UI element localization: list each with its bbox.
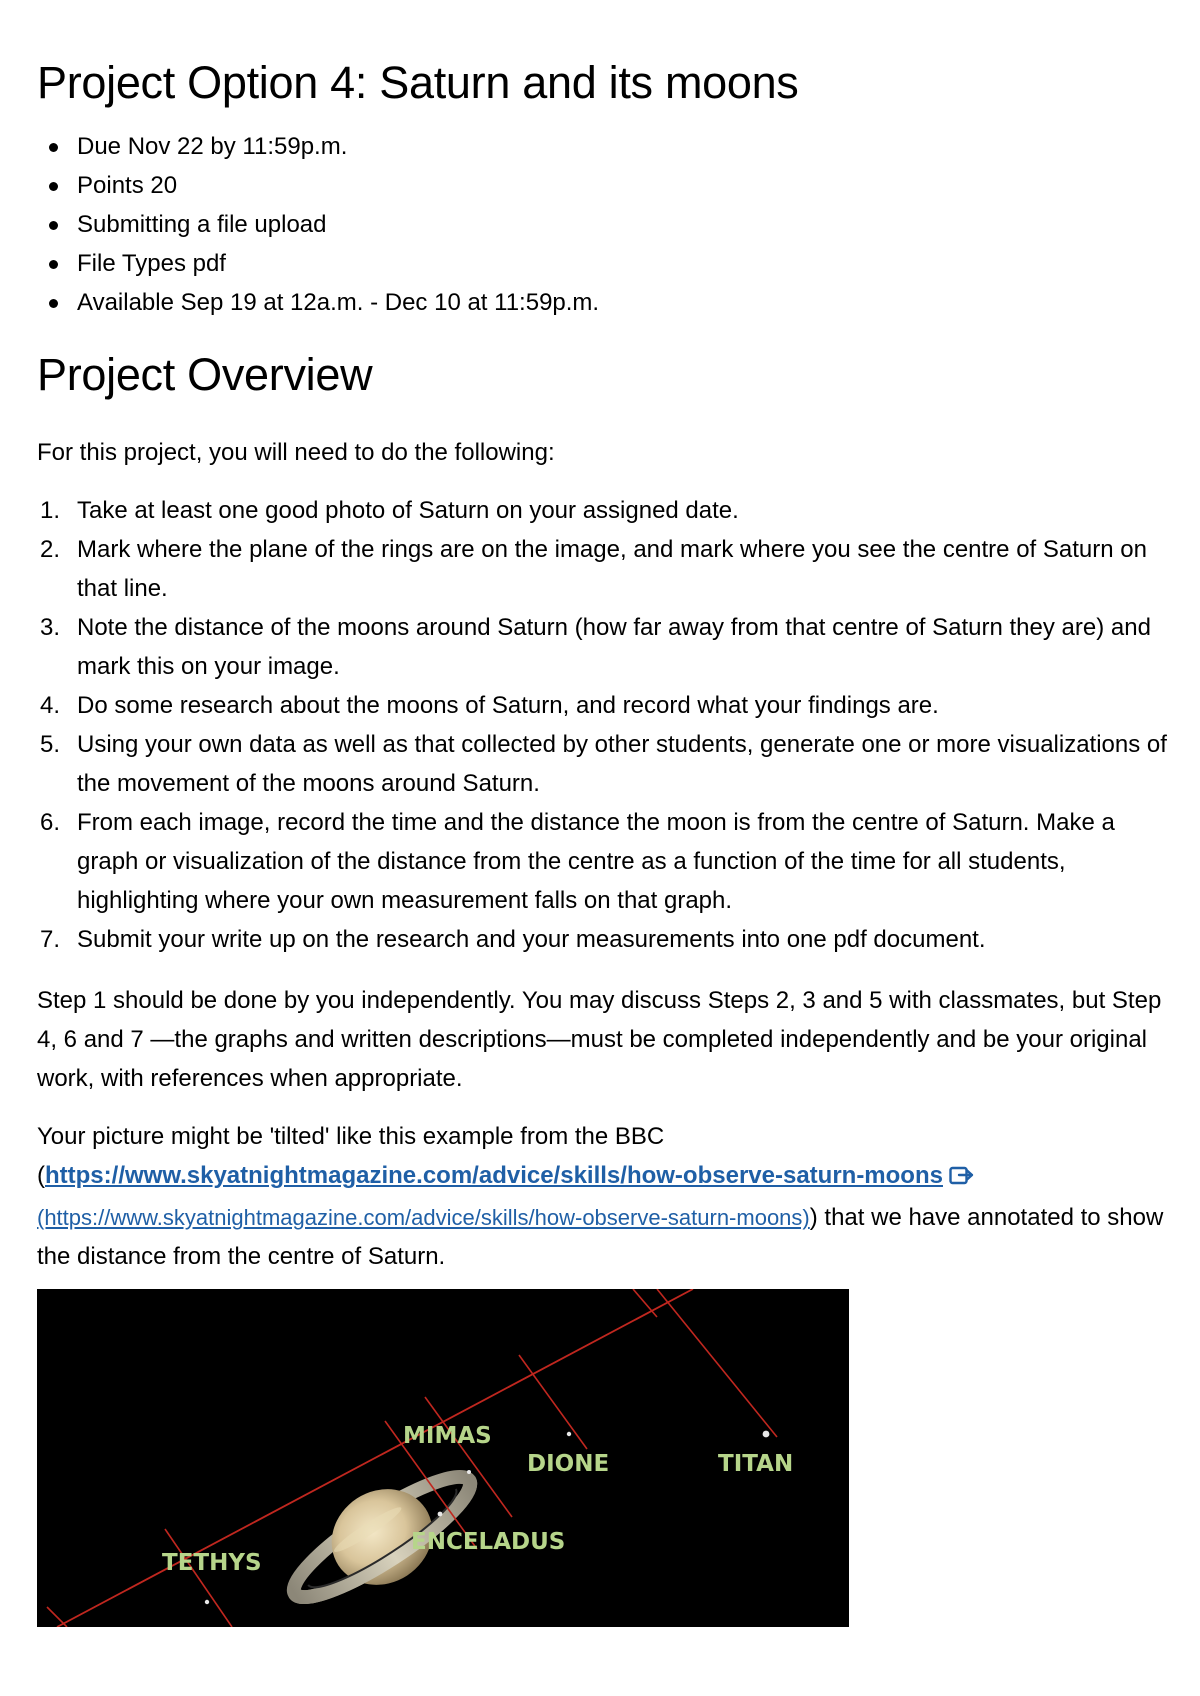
moon-label-tethys: TETHYS (162, 1550, 262, 1576)
moon-label-titan: TITAN (718, 1451, 794, 1477)
page-title: Project Option 4: Saturn and its moons (37, 57, 799, 108)
submission-type-item: Submitting a file upload (37, 205, 599, 244)
independence-note: Step 1 should be done by you independently. You may discuss Steps 2, 3 and 5 with classmates, but Step 4, 6 and 7 —the graphs and written descriptions—must be completed independently and be your original work, with references when appropriate. (37, 987, 1162, 1092)
moon-label-mimas: MIMAS (403, 1423, 492, 1449)
bullet-icon (49, 182, 58, 191)
bbc-article-link[interactable]: https://www.skyatnightmagazine.com/advice/skills/how-observe-saturn-moons (45, 1162, 943, 1189)
file-types-item: File Types pdf (37, 244, 599, 283)
bbc-article-url-link[interactable]: (https://www.skyatnightmagazine.com/advice/skills/how-observe-saturn-moons) (37, 1205, 810, 1230)
step-item: 4. Do some research about the moons of Saturn, and record what your findings are. (40, 692, 939, 719)
overview-intro: For this project, you will need to do the following: (37, 439, 555, 466)
step-item: 2. Mark where the plane of the rings are on the image, and mark where you see the centre of Saturn on that line. (40, 536, 1147, 602)
bullet-icon (49, 260, 58, 269)
moon-label-enceladus: ENCELADUS (411, 1529, 566, 1555)
steps-list (37, 491, 1167, 959)
moon-label-dione: DIONE (527, 1451, 610, 1477)
picture-note: Your picture might be 'tilted' like this example from the BBC (https://www.skyatnightmagazine.com/advice/skills/how-observe-saturn-moons (https://www.skyatnightmagazine.com/advice/skills/how-observe-saturn-moons)) that we have annotated to show the distance from the centre of Saturn. (37, 1123, 1164, 1270)
assignment-details-list (37, 127, 599, 322)
bullet-icon (49, 221, 58, 230)
due-date-item: Due Nov 22 by 11:59p.m. (37, 127, 599, 166)
distance-markers (47, 1289, 777, 1627)
saturn-annotated-image (37, 1289, 849, 1627)
step-item: 6. From each image, record the time and the distance the moon is from the centre of Saturn. Make a graph or visualization of the distance from the centre as a function of the time for all students, highlighting where your own measurement falls on that graph. (40, 809, 1115, 914)
step-item: 1. Take at least one good photo of Saturn on your assigned date. (40, 497, 739, 524)
availability-item: Available Sep 19 at 12a.m. - Dec 10 at 11:59p.m. (37, 283, 599, 322)
bullet-icon (49, 143, 58, 152)
step-item: 3. Note the distance of the moons around Saturn (how far away from that centre of Saturn they are) and mark this on your image. (40, 614, 1151, 680)
points-item: Points 20 (37, 166, 599, 205)
step-item: 5. Using your own data as well as that collected by other students, generate one or more visualizations of the movement of the moons around Saturn. (40, 731, 1167, 797)
step-item: 7. Submit your write up on the research and your measurements into one pdf document. (40, 926, 986, 953)
overview-heading: Project Overview (37, 349, 373, 400)
bullet-icon (49, 299, 58, 308)
external-link-icon[interactable] (949, 1159, 975, 1198)
moon-dots (205, 1431, 770, 1605)
